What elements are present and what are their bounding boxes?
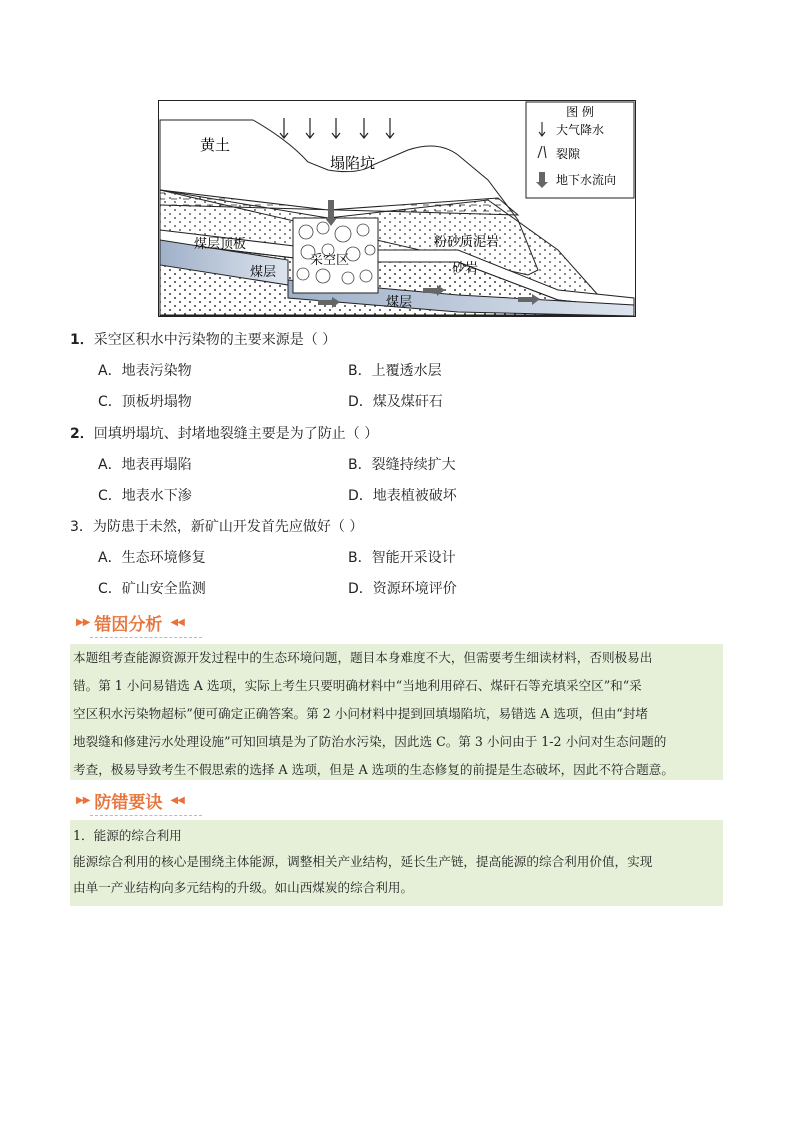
divider: [90, 815, 202, 816]
arrow-left-icon: ◀◀: [170, 616, 184, 628]
label-coal-right: 煤层: [386, 295, 413, 310]
divider: [90, 637, 202, 638]
option-1c[interactable]: C．顶板坍塌物: [98, 394, 192, 410]
option-1d[interactable]: D．煤及煤矸石: [348, 394, 443, 410]
tips-title: 防错要诀: [94, 792, 163, 813]
analysis-title: 错因分析: [94, 614, 163, 635]
option-3b[interactable]: B．智能开采设计: [348, 550, 456, 566]
legend-title: 图 例: [566, 105, 594, 119]
arrow-right-icon: ▶▶: [76, 794, 90, 806]
label-sinkhole: 塌陷坑: [330, 154, 376, 172]
question-text: 回填坍塌坑、封堵地裂缝主要是为了防止（ ）: [93, 426, 379, 442]
label-coal-left: 煤层: [250, 265, 277, 280]
question-3: [70, 518, 363, 536]
question-number: 1．: [70, 332, 94, 348]
analysis-line: 错。第 1 小问易错选 A 选项，实际上考生只要明确材料中“当地利用碎石、煤矸石等充填采空区”和“采: [73, 678, 642, 693]
legend-item-rain: 大气降水: [556, 123, 605, 137]
legend-item-fissure: 裂隙: [556, 147, 581, 161]
question-1: [70, 331, 336, 349]
arrow-right-icon: ▶▶: [76, 616, 90, 628]
label-siltstone: 粉砂质泥岩: [434, 235, 500, 250]
option-2b[interactable]: B．裂缝持续扩大: [348, 457, 456, 473]
tips-line: 1．能源的综合利用: [73, 828, 182, 843]
analysis-line: 空区积水污染物超标”便可确定正确答案。第 2 小问材料中提到回填塌陷坑，易错选 A 选项，但由“封堵: [73, 706, 648, 721]
legend-item-groundwater: 地下水流向: [556, 173, 617, 187]
tips-box: [70, 820, 723, 906]
tips-heading: [76, 787, 184, 813]
geology-diagram: [158, 100, 636, 317]
option-1b[interactable]: B．上覆透水层: [348, 363, 442, 379]
tips-line: 由单一产业结构向多元结构的升级。如山西煤炭的综合利用。: [73, 880, 414, 895]
option-3c[interactable]: C．矿山安全监测: [98, 581, 206, 597]
question-number: 3．: [70, 519, 93, 535]
option-2d[interactable]: D．地表植被破坏: [348, 488, 457, 504]
analysis-line: 考查，极易导致考生不假思索的选择 A 选项，但是 A 选项的生态修复的前提是生态破坏，因此不符合题意。: [73, 762, 674, 777]
question-text: 采空区积水中污染物的主要来源是（ ）: [93, 332, 337, 348]
label-goaf: 采空区: [310, 253, 350, 268]
arrow-left-icon: ◀◀: [170, 794, 184, 806]
question-text: 为防患于未然，新矿山开发首先应做好（ ）: [92, 519, 364, 535]
option-1a[interactable]: A．地表污染物: [98, 363, 192, 379]
option-3d[interactable]: D．资源环境评价: [348, 581, 457, 597]
analysis-box: [70, 644, 723, 780]
label-roof: 煤层顶板: [194, 237, 247, 252]
label-loess: 黄土: [200, 136, 231, 154]
option-2a[interactable]: A．地表再塌陷: [98, 457, 192, 473]
analysis-line: 地裂缝和修建污水处理设施”可知回填是为了防治水污染，因此选 C。第 3 小问由于 1-2 小问对生态问题的: [73, 734, 667, 749]
label-sandstone: 砂岩: [452, 261, 479, 276]
analysis-heading: [76, 609, 184, 635]
option-2c[interactable]: C．地表水下渗: [98, 488, 192, 504]
tips-line: 能源综合利用的核心是围绕主体能源，调整相关产业结构，延长生产链，提高能源的综合利用价值，实现: [73, 854, 653, 869]
analysis-line: 本题组考查能源资源开发过程中的生态环境问题，题目本身难度不大，但需要考生细读材料，否则极易出: [73, 650, 653, 665]
question-number: 2．: [70, 426, 94, 442]
question-2: [70, 425, 378, 443]
option-3a[interactable]: A．生态环境修复: [98, 550, 206, 566]
